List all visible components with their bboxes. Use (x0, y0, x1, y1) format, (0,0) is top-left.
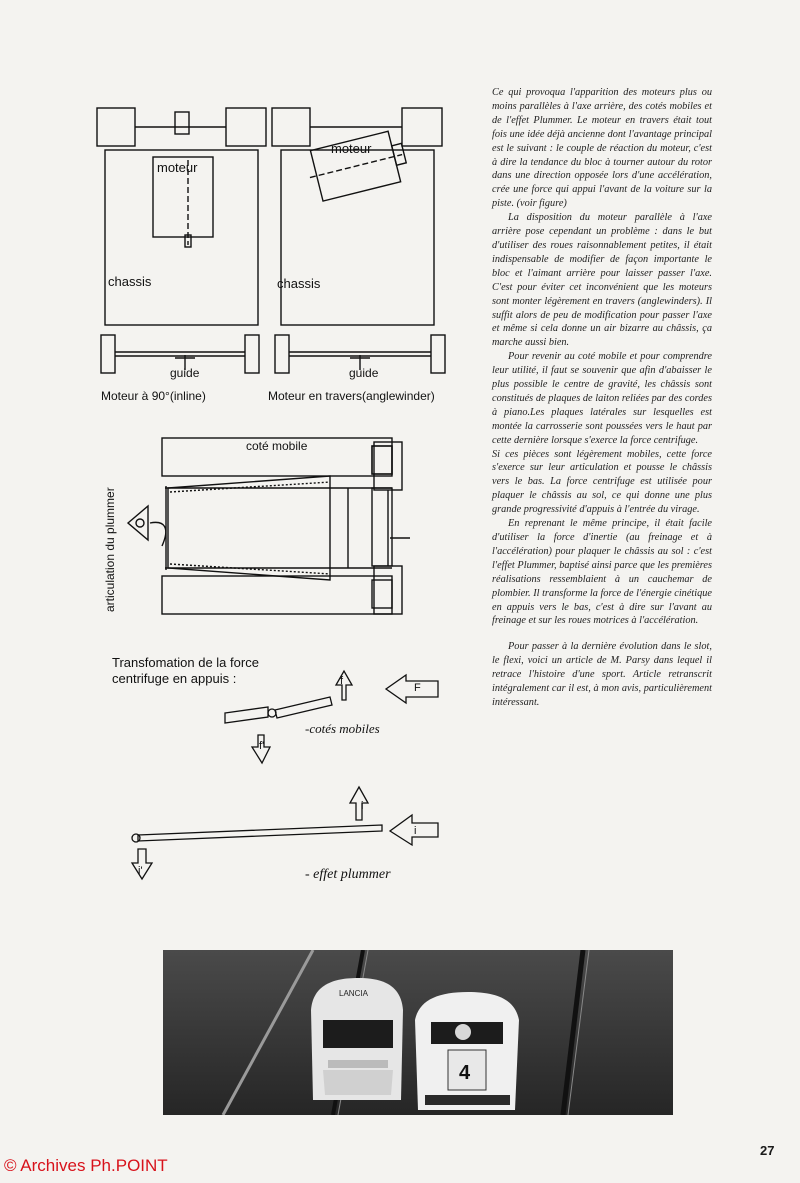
inline-guide-label: guide (170, 366, 200, 380)
plummer-side-label: coté mobile (246, 439, 308, 453)
force-i-left-label: i (414, 825, 417, 837)
copyright-notice: © Archives Ph.POINT (4, 1156, 168, 1175)
paragraph-3: Pour revenir au coté mobile et pour comprendre leur utilité, il faut se souvenir que afin d'abaisser le plus possible le centre de gravité, les châssis sont constitués de plaques de laiton reliées par des cordes à piano.Les plaques latérales sur lesquelles est montée la carrosserie sont poussées vers le haut par cette dernière lorsque s'exerce la force centrifuge. (492, 351, 712, 446)
anglewinder-caption: Moteur en travers(anglewinder) (268, 389, 435, 403)
force-i-up-label: i (361, 800, 364, 812)
force-F-label: F (414, 682, 421, 694)
force-f-prime-label: f' (259, 740, 265, 752)
inline-caption: Moteur à 90°(inline) (101, 389, 206, 403)
paragraph-4: Si ces pièces sont légèrement mobiles, cette force s'exerce sur leur articulation et pousse le châssis vers le bas. La force centrifuge est utilisée pour plaquer le châssis au sol, ce qui donne une plus grande progressivité d'appuis à l'entrée du virage. (492, 448, 712, 516)
paragraph-6: Pour passer à la dernière évolution dans le slot, le flexi, voici un article de M. Parsy dans lequel il retrace l'histoire d'une sport. Article retranscrit intégralement car il est, à mon avis, particulièrement intéressant. (492, 641, 712, 708)
plummer-diagram (110, 428, 465, 628)
car-number-text: 4 (459, 1062, 471, 1084)
page-number: 27 (760, 1143, 775, 1158)
paragraph-1: Ce qui provoqua l'apparition des moteurs plus ou moins parallèles à l'axe arrière, des cotés mobiles et de l'effet Plummer. Le moteur en travers était tout fois une idée déjà ancienne dont l'avantage principal est le suivant : le couple de réaction du moteur, c'est à dire la tendance du bloc à tourner autour du rotor dans une direction opposée lors d'une accélération, crée une force qui appui l'avant de la voiture sur la piste. (voir figure) (492, 87, 712, 210)
motor-layout-diagrams (95, 100, 475, 410)
force-f-label: f (340, 675, 344, 687)
transformation-title-2: centrifuge en appuis : (112, 671, 237, 686)
transformation-title-1: Transfomation de la force (112, 655, 259, 670)
anglewinder-chassis-label: chassis (277, 276, 321, 291)
inline-motor-label: moteur (157, 160, 198, 175)
plummer-hinge-label: articulation du plummer (103, 487, 117, 612)
car-brand-text: LANCIA (339, 989, 368, 998)
plummer-effect-label: - effet plummer (305, 867, 391, 882)
anglewinder-guide-label: guide (349, 366, 379, 380)
paragraph-5: En reprenant le même principe, il était facile d'utiliser la force d'inertie (au freinage et à l'accélération) pour plaquer le châssis au sol : c'est l'effet Plummer, baptisé ainsi parce que les premières réalisations ressemblaient à un cauchemar de plombier. Il transforme la force de l'énergie cinétique en appuis vers le bas, c'est à dire sur l'avant au freinage et sur les roues motrices à l'accélération. (492, 518, 712, 627)
paragraph-2: La disposition du moteur parallèle à l'axe arrière pose cependant un problème : dans le but d'utiliser des roues raisonnablement petites, il était indispensable de modifier de façon importante le bloc et l'aimant arrière pour laisser passer l'axe. C'est pour éviter cet inconvénient que les moteurs sont monter légèrement en travers (anglewinders). Il suffit alors de peu de modification pour passer l'axe et même si cela donne un air bizarre au châssis, ça marche aussi bien. (492, 212, 712, 349)
article-column (492, 86, 712, 710)
slot-cars-photo (163, 950, 673, 1115)
slot-cars-illustration (163, 950, 673, 1115)
anglewinder-motor-label: moteur (331, 141, 372, 156)
plummer-wheels (368, 438, 408, 618)
inline-chassis-label: chassis (108, 274, 152, 289)
transformation-diagram (120, 665, 450, 895)
mobile-sides-label: -cotés mobiles (305, 721, 380, 736)
force-i-prime-label: i' (138, 865, 143, 877)
